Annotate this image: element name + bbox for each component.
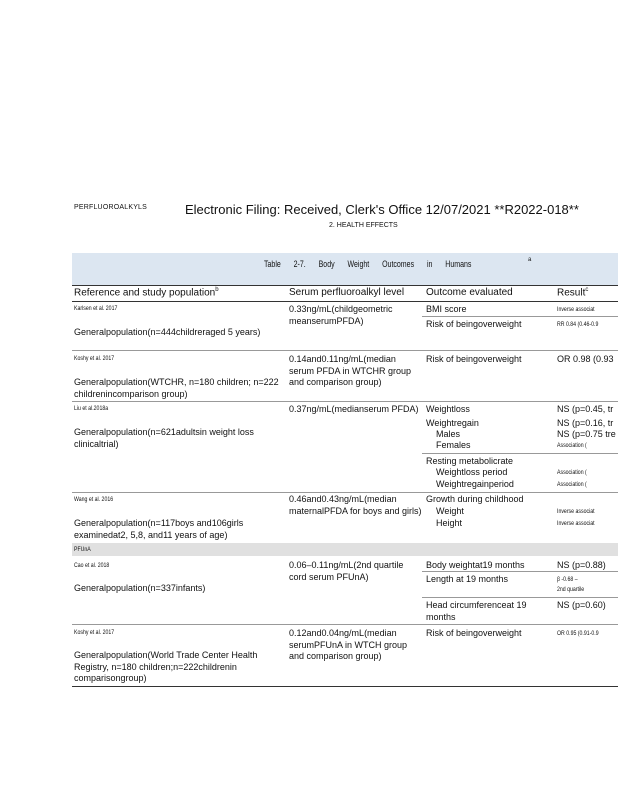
row-population: Generalpopulation(World Trade Center Health Registry, n=180 children;n=222childrenin comparisongroup) xyxy=(74,650,258,683)
row-divider xyxy=(72,401,618,402)
row-serum-level: 0.12and0.04ng/mL(median serumPFUnA in WTCH group and comparison group) xyxy=(289,628,408,661)
sub-divider xyxy=(422,453,618,454)
row-result: Inverse associat xyxy=(557,508,595,515)
header-rule-bottom xyxy=(72,301,618,302)
row-outcome: Weightloss xyxy=(426,404,470,414)
row-population: Generalpopulation(n=444childreraged 5 years) xyxy=(74,327,261,337)
row-result: Association ( xyxy=(557,481,587,488)
row-result: OR 0.95 (0.91-0.9 xyxy=(557,630,599,637)
row-result: Inverse associat xyxy=(557,306,595,313)
row-serum-level: 0.37ng/mL(medianserum PFDA) xyxy=(289,404,419,414)
row-divider xyxy=(72,350,618,351)
section-label-pfuna: PFUnA xyxy=(74,546,91,553)
col-header-reference: Reference and study population$^b$ xyxy=(74,287,219,299)
row-outcome: Weightregain xyxy=(426,418,479,428)
row-reference: Wang et al. 2016 xyxy=(74,496,114,503)
row-reference: Karlsen et al. 2017 xyxy=(74,305,118,312)
row-result: RR 0.84 (0.46-0.9 xyxy=(557,321,599,328)
row-population: Generalpopulation(n=621adultsin weight loss clinicaltrial) xyxy=(74,427,254,449)
section-title: 2. HEALTH EFFECTS xyxy=(329,222,398,229)
row-outcome-sub: Females xyxy=(436,440,471,450)
row-population: Generalpopulation(WTCHR, n=180 children; n=222 childrenincomparison group) xyxy=(74,377,279,399)
row-result: NS (p=0.45, tr xyxy=(557,404,614,414)
header-rule-top xyxy=(72,285,618,286)
table-title: Table 2-7. Body Weight Outcomes in Humans xyxy=(264,259,472,269)
row-result: Inverse associat xyxy=(557,520,595,527)
col-header-serum: Serum perfluoroalkyl level xyxy=(289,287,405,298)
row-result: Association ( xyxy=(557,442,587,449)
row-result: OR 0.98 (0.93 xyxy=(557,354,614,364)
row-serum-level: 0.14and0.11ng/mL(median serum PFDA in WTCHR group and comparison group) xyxy=(289,354,412,387)
row-result: NS (p=0.16, tr xyxy=(557,418,614,428)
row-result: Association ( xyxy=(557,469,587,476)
row-outcome: BMI score xyxy=(426,304,467,314)
filing-stamp: Electronic Filing: Received, Clerk's Office 12/07/2021 **R2022-018** xyxy=(185,202,579,217)
row-reference: Cao et al. 2018 xyxy=(74,562,110,569)
row-reference: Liu et al.2018a xyxy=(74,405,109,412)
row-serum-level: 0.46and0.43ng/mL(median maternalPFDA for boys and girls) xyxy=(289,494,422,516)
sub-divider xyxy=(422,316,618,317)
row-outcome: Head circumferenceat 19 months xyxy=(426,600,527,622)
row-population: Generalpopulation(n=117boys and106girls examinedat2, 5,8, and11 years of age) xyxy=(74,518,244,540)
row-outcome-sub: Males xyxy=(436,429,461,439)
table-title-band xyxy=(72,253,618,285)
row-result: 2nd quartile xyxy=(557,586,585,593)
row-result: NS (p=0.60) xyxy=(557,600,606,610)
row-serum-level: 0.06–0.11ng/mL(2nd quartile cord serum PFUnA) xyxy=(289,560,404,582)
row-outcome: Length at 19 months xyxy=(426,574,509,584)
row-outcome: Risk of beingoverweight xyxy=(426,628,522,638)
table-title-footnote: a xyxy=(528,257,532,263)
running-header: PERFLUOROALKYLS xyxy=(74,204,148,211)
row-divider xyxy=(72,492,618,493)
row-outcome-sub: Weightloss period xyxy=(436,467,508,477)
row-reference: Koshy et al. 2017 xyxy=(74,629,115,636)
row-outcome: Growth during childhood xyxy=(426,494,524,504)
row-reference: Koshy et al. 2017 xyxy=(74,355,115,362)
row-outcome: Resting metabolicrate xyxy=(426,456,514,466)
row-outcome: Risk of beingoverweight xyxy=(426,354,522,364)
row-serum-level: 0.33ng/mL(childgeometric meanserumPFDA) xyxy=(289,304,393,326)
row-outcome: Body weightat19 months xyxy=(426,560,525,570)
section-band-pfuna xyxy=(72,543,618,556)
row-population: Generalpopulation(n=337infants) xyxy=(74,583,206,593)
row-outcome-sub: Height xyxy=(436,518,463,528)
row-result: NS (p=0.75 tre xyxy=(557,429,616,439)
col-header-result: Result$^c$ xyxy=(557,287,589,299)
row-outcome-sub: Weight xyxy=(436,506,464,516)
row-result: NS (p=0.88) xyxy=(557,560,606,570)
row-outcome: Risk of beingoverweight xyxy=(426,319,522,329)
sub-divider xyxy=(422,597,618,598)
row-outcome-sub: Weightregainperiod xyxy=(436,479,514,489)
row-divider xyxy=(72,624,618,625)
col-header-outcome: Outcome evaluated xyxy=(426,287,513,298)
table-bottom-rule xyxy=(72,686,618,687)
row-result: β -0.68 – xyxy=(557,576,578,583)
